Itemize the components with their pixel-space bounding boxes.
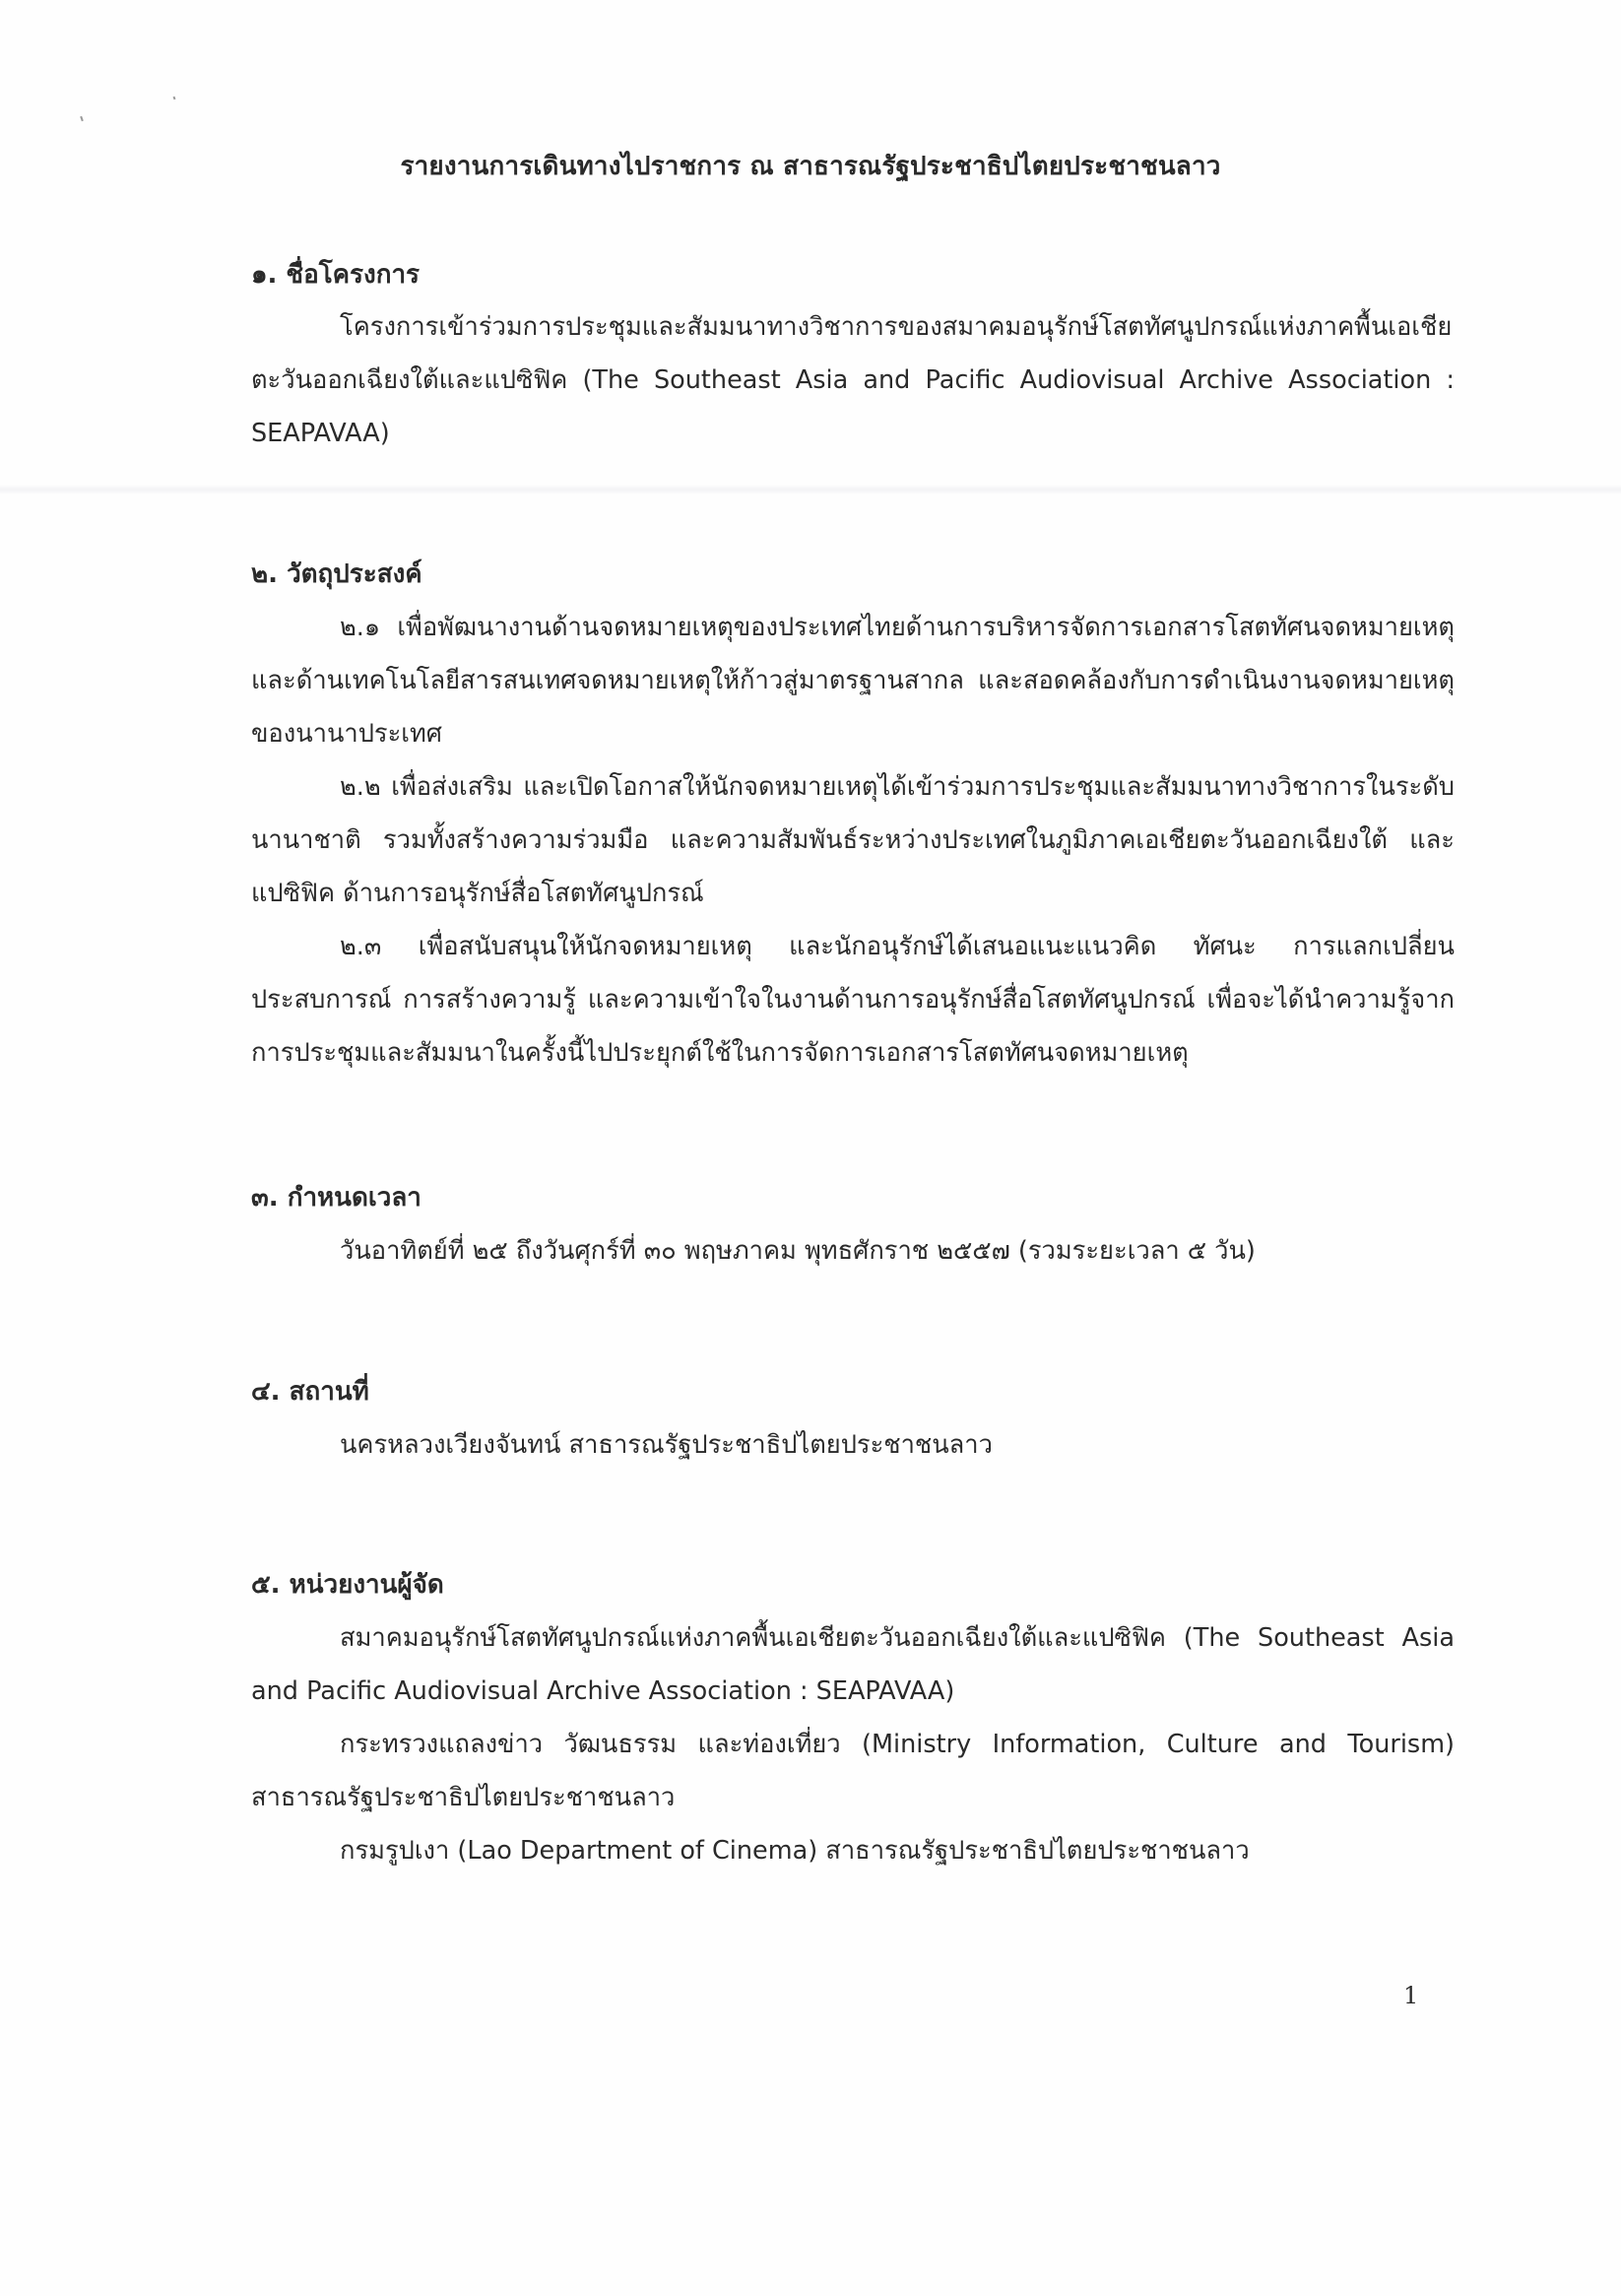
- section-heading-project-name: ๑. ชื่อโครงการ: [251, 260, 421, 290]
- section-heading-organizers: ๕. หน่วยงานผู้จัด: [251, 1570, 444, 1600]
- objective-2-1-paragraph: ๒.๑ เพื่อพัฒนางานด้านจดหมายเหตุของประเทศไทยด้านการบริหารจัดการเอกสารโสตทัศนจดหมายเหตุ และด้านเทคโนโลยีสารสนเทศจดหมายเหตุให้ก้าวสู่มาตรฐานสากล และสอดคล้องกับการดำเนินงานจดหมายเหตุของนานาประเทศ: [251, 613, 1455, 749]
- schedule-text: วันอาทิตย์ที่ ๒๕ ถึงวันศุกร์ที่ ๓๐ พฤษภาคม พุทธศักราช ๒๕๕๗ (รวมระยะเวลา ๕ วัน): [340, 1236, 1256, 1266]
- section-heading-location: ๔. สถานที่: [251, 1377, 369, 1407]
- organizer-seapavaa-paragraph: สมาคมอนุรักษ์โสตทัศนูปกรณ์แห่งภาคพื้นเอเชียตะวันออกเฉียงใต้และแปซิฟิค (The Southeast Asia and Pacific Audiovisual Archive Association : SEAPAVAA): [251, 1623, 1455, 1706]
- objective-2-3-paragraph: ๒.๓ เพื่อสนับสนุนให้นักจดหมายเหตุ และนักอนุรักษ์ได้เสนอแนะแนวคิด ทัศนะ การแลกเปลี่ยนประสบการณ์ การสร้างความรู้ และความเข้าใจในงานด้านการอนุรักษ์สื่อโสตทัศนูปกรณ์ เพื่อจะได้นำความรู้จากการประชุมและสัมมนาในครั้งนี้ไปประยุกต์ใช้ในการจัดการเอกสารโสตทัศนจดหมายเหตุ: [251, 932, 1455, 1068]
- organizer-cinema-paragraph: กรมรูปเงา (Lao Department of Cinema) สาธารณรัฐประชาธิปไตยประชาชนลาว: [340, 1836, 1250, 1866]
- document-title: รายงานการเดินทางไปราชการ ณ สาธารณรัฐประชาธิปไตยประชาชนลาว: [400, 152, 1221, 181]
- scan-speck: [80, 116, 84, 121]
- objective-2-2-paragraph: ๒.๒ เพื่อส่งเสริม และเปิดโอกาสให้นักจดหมายเหตุได้เข้าร่วมการประชุมและสัมมนาทางวิชาการในระดับนานาชาติ รวมทั้งสร้างความร่วมมือ และความสัมพันธ์ระหว่างประเทศในภูมิภาคเอเชียตะวันออกเฉียงใต้ และแปซิฟิค ด้านการอนุรักษ์สื่อโสตทัศนูปกรณ์: [251, 772, 1455, 908]
- organizer-ministry-paragraph: กระทรวงแถลงข่าว วัฒนธรรม และท่องเที่ยว (Ministry Information, Culture and Tourism) สาธารณรัฐประชาธิปไตยประชาชนลาว: [251, 1730, 1455, 1812]
- section-heading-objectives: ๒. วัตถุประสงค์: [251, 559, 422, 589]
- section-heading-schedule: ๓. กำหนดเวลา: [251, 1183, 421, 1213]
- scan-speck: [173, 97, 176, 100]
- location-text: นครหลวงเวียงจันทน์ สาธารณรัฐประชาธิปไตยประชาชนลาว: [340, 1430, 993, 1460]
- project-name-paragraph: โครงการเข้าร่วมการประชุมและสัมมนาทางวิชาการของสมาคมอนุรักษ์โสตทัศนูปกรณ์แห่งภาคพื้นเอเชียตะวันออกเฉียงใต้และแปซิฟิค (The Southeast Asia and Pacific Audiovisual Archive Association : SEAPAVAA): [251, 312, 1455, 448]
- scan-artifact: [0, 485, 1621, 494]
- page-number: 1: [1403, 1982, 1419, 2009]
